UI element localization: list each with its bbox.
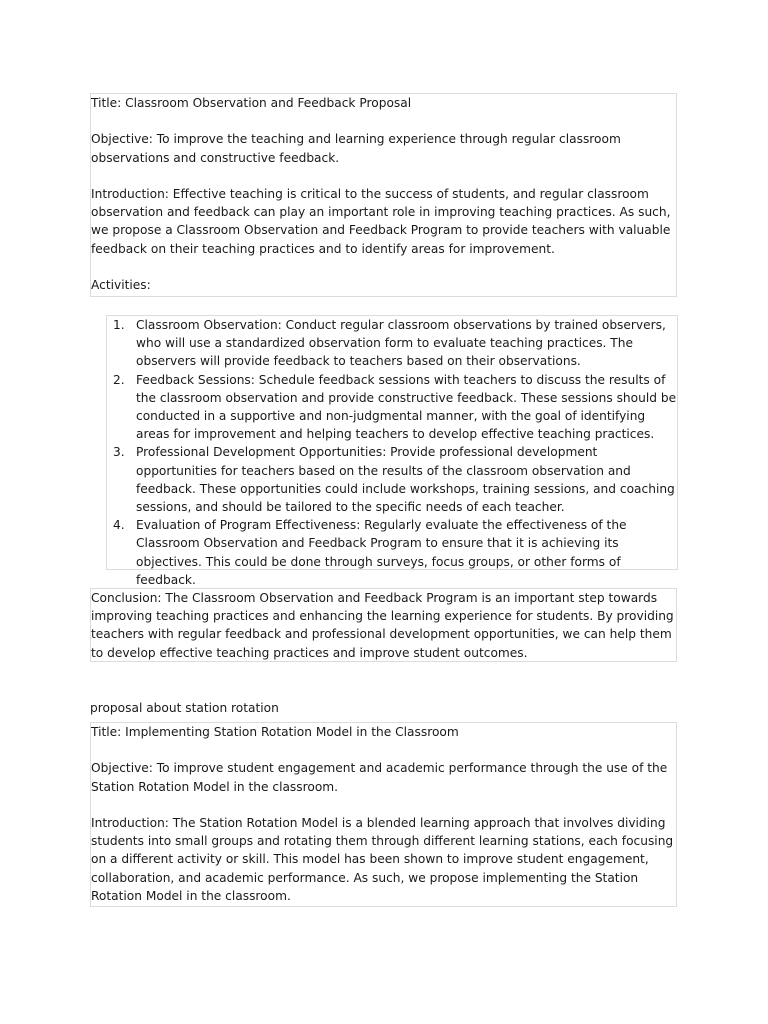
proposal-2-title: Title: Implementing Station Rotation Model in the Classroom	[91, 725, 459, 739]
list-item-number: 3.	[113, 445, 125, 460]
proposal-1-introduction: Introduction: Effective teaching is critical to the success of students, and regular classroom observation and feedback can play an important role in improving teaching practices. As such, we propose a Classroom Observation and Feedback Program to provide teachers with valuable feedback on their teaching practices and to identify areas for improvement.	[91, 186, 671, 256]
list-item-number: 1.	[113, 318, 125, 332]
list-item	[107, 316, 677, 371]
list-item-number: 4.	[113, 518, 125, 533]
list-item-text: Evaluation of Program Effectiveness: Regularly evaluate the effectiveness of the Classroom Observation and Feedback Program to ensure that it is achieving its objectives. This could be done through surveys, focus groups, or other forms of feedback.	[136, 518, 627, 587]
list-item-text: Professional Development Opportunities: Provide professional development opportunities for teachers based on the results of the classroom observation and feedback. These opportunities could include workshops, training sessions, and coaching sessions, and should be tailored to the specific needs of each teacher.	[136, 445, 675, 515]
prompt-line: proposal about station rotation	[90, 701, 279, 715]
list-item	[107, 371, 677, 444]
list-item-text: Classroom Observation: Conduct regular classroom observations by trained observers, who will use a standardized observation form to evaluate teaching practices. The observers will provide feedback to teachers based on their observations.	[136, 318, 666, 369]
conclusion-block	[90, 588, 677, 662]
proposal-2-block	[90, 722, 677, 907]
list-item	[107, 516, 677, 589]
list-item-number: 2.	[113, 372, 125, 387]
activities-list-block	[106, 315, 678, 587]
conclusion-text: Conclusion: The Classroom Observation and Feedback Program is an important step towards improving teaching practices and enhancing the learning experience for students. By providing teachers with regular feedback and professional development opportunities, we can help them to develop effective teaching practices and improve student outcomes.	[91, 591, 674, 660]
list-item-text: Feedback Sessions: Schedule feedback sessions with teachers to discuss the results of the classroom observation and provide constructive feedback. These sessions should be conducted in a supportive and non-judgmental manner, with the goal of identifying areas for improvement and helping teachers to develop effective teaching practices.	[136, 372, 677, 442]
proposal-1-title: Title: Classroom Observation and Feedback Proposal	[91, 96, 412, 110]
proposal-2-introduction: Introduction: The Station Rotation Model is a blended learning approach that involves dividing students into small groups and rotating them through different learning stations, each focusing on a different activity or skill. This model has been shown to improve student engagement, collaboration, and academic performance. As such, we propose implementing the Station Rotation Model in the classroom.	[91, 815, 674, 903]
activities-list	[107, 316, 677, 589]
list-item	[107, 443, 677, 516]
activities-label: Activities:	[91, 277, 151, 292]
proposal-1-block	[90, 93, 677, 297]
proposal-2-objective: Objective: To improve student engagement and academic performance through the use of the Station Rotation Model in the classroom.	[91, 761, 668, 794]
proposal-1-objective: Objective: To improve the teaching and learning experience through regular classroom observations and constructive feedback.	[91, 132, 621, 165]
